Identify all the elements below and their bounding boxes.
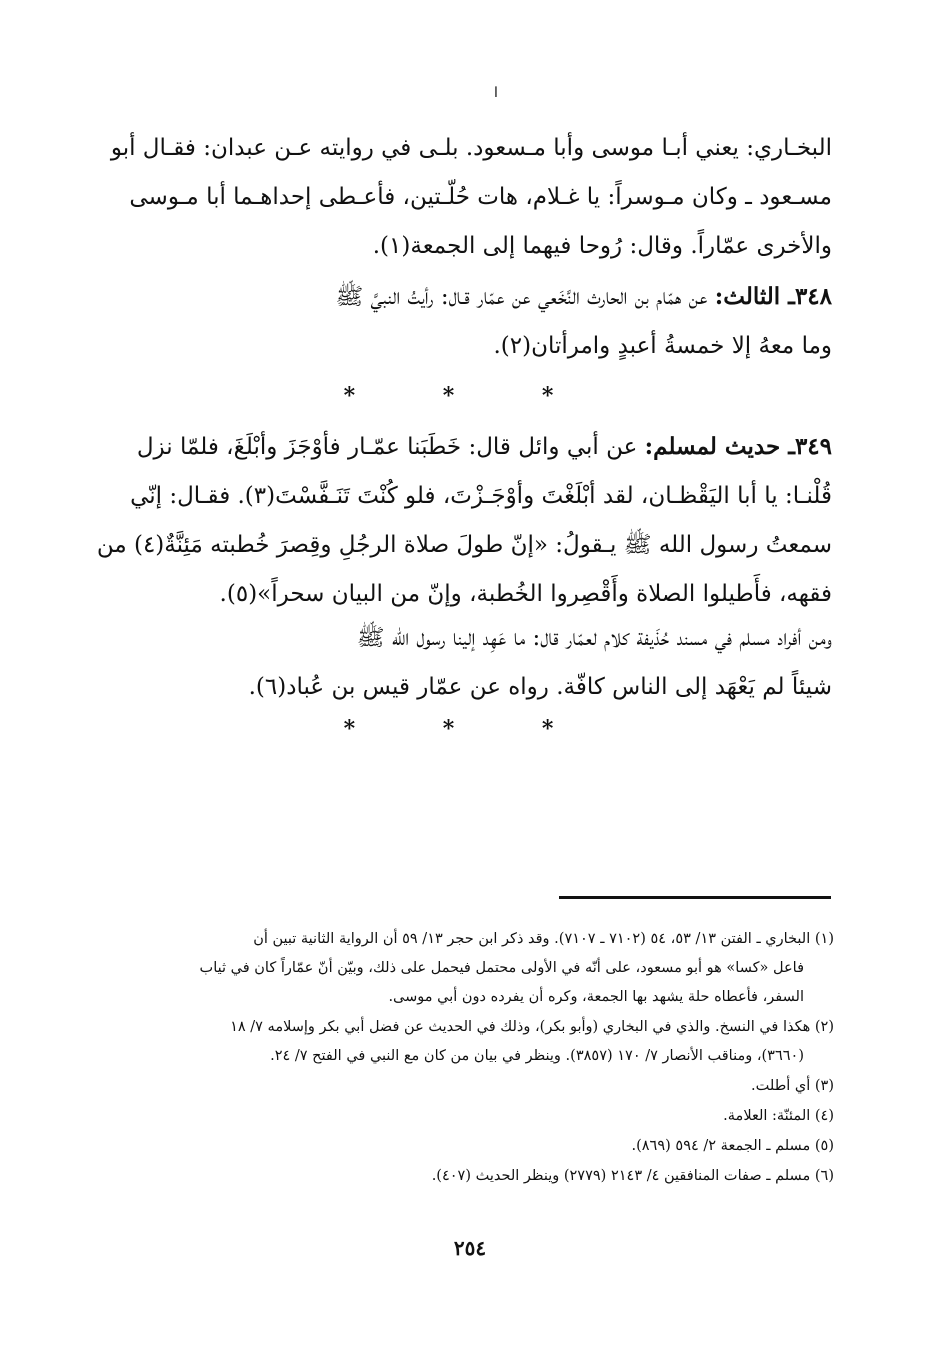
text-line: مسـعود ـ وكان مـوسراً: يا غـلام، هات حُلّـتين، فأعـطى إحداهـما أبا مـوسى bbox=[129, 184, 832, 210]
text-line: وما معهُ إلا خمسةُ أعبدٍ وامرأتان(٢). bbox=[493, 333, 832, 359]
separator-stars: * * * bbox=[343, 383, 594, 409]
paragraph-349 bbox=[80, 422, 832, 619]
footnote-line: (١) البخاري ـ الفتن ١٣/ ٥٣، ٥٤ (٧١٠٢ ـ ٧١٠٧). وقد ذكر ابن حجر ١٣/ ٥٩ أن الرواية الثانية تبين أن bbox=[253, 931, 834, 947]
footnote-line: (٦) مسلم ـ صفات المنافقين ٤/ ٢١٤٣ (٢٧٧٩) وينظر الحديث (٤٠٧). bbox=[431, 1168, 834, 1184]
footnote-line: فاعل «كسا» هو أبو مسعود، على أنّه في الأولى محتمل فيحمل على ذلك، وبيّن أنّ عمّاراً كان في ثياب bbox=[199, 960, 804, 976]
text-line: سمعتُ رسول الله ﷺ يـقولُ: «إنّ طولَ صلاة الرجُلِ وقِصرَ خُطبته مَئِنَّةٌ(٤) من bbox=[96, 532, 832, 558]
footnote-1 bbox=[88, 925, 834, 1012]
footnote-line: السفر، فأعطاه حلة يشهد بها الجمعة، وكره أن يفرده دون أبي موسى. bbox=[388, 989, 804, 1005]
hadith-heading: ـ الثالث: bbox=[714, 283, 795, 310]
paragraph-348 bbox=[80, 272, 832, 371]
text-line: شيئاً لم يَعْهَد إلى الناس كافّة. رواه عن عمّار قيس بن عُباد(٦). bbox=[248, 674, 832, 700]
footnote-3 bbox=[88, 1072, 834, 1101]
text-line bbox=[80, 422, 832, 472]
page-number: ٢٥٤ bbox=[453, 1236, 487, 1260]
text-line bbox=[80, 272, 832, 322]
hadith-number: ٣٤٩ bbox=[794, 433, 832, 460]
text-span: عن همّام بن الحارث النَّخَعي عن عمّار قـال: رأيتُ النبيَّ ﷺ bbox=[335, 284, 708, 310]
top-mark: ا bbox=[494, 85, 498, 101]
separator-stars: * * * bbox=[343, 716, 594, 742]
text-span: عن أبي وائل قال: خَطَبَنا عمّـار فأوْجَزَ وأبْلَغَ، فلمّا نزل bbox=[136, 434, 638, 460]
hadith-heading: ـ حديث لمسلم: bbox=[644, 433, 795, 460]
hadith-number: ٣٤٨ bbox=[794, 283, 832, 310]
paragraph-hudhayfa bbox=[80, 614, 832, 712]
footnote-line: (٥) مسلم ـ الجمعة ٢/ ٥٩٤ (٨٦٩). bbox=[631, 1138, 834, 1154]
text-line: قُلْنـا: يا أبا اليَقْظـان، لقد أبْلَغْتَ وأوْجَـزْتَ، فلو كُنْتَ تَنَـفَّسْتَ(٣). فقـال: إنّي bbox=[130, 483, 832, 509]
footnote-6 bbox=[88, 1162, 834, 1191]
text-line: والأخرى عمّاراً. وقال: رُوحا فيهما إلى الجمعة(١). bbox=[372, 233, 832, 259]
text-line: ومن أفراد مسلم في مسند حُذَيفة كلام لعمّار قال: ما عَهِد إلينا رسول الله ﷺ bbox=[356, 625, 832, 651]
footnotes bbox=[88, 925, 834, 1192]
footnote-line: (٣٦٦٠)، ومناقب الأنصار ٧/ ١٧٠ (٣٨٥٧). وينظر في بيان من كان مع النبي في الفتح ٧/ ٢٤. bbox=[270, 1048, 804, 1064]
footnote-5 bbox=[88, 1132, 834, 1161]
footnote-line: (٢) هكذا في النسخ. والذي في البخاري (وأبو بكر)، وذلك في الحديث عن فضل أبي بكر وإسلامه ٧/ ١٨ bbox=[230, 1019, 834, 1035]
text-line: فقهه، فأَطيلوا الصلاة وأَقْصِروا الخُطبة، وإنّ من البيان سحراً»(٥). bbox=[219, 581, 832, 607]
footnote-divider bbox=[559, 896, 831, 899]
footnote-line: (٤) المئنّة: العلامة. bbox=[723, 1108, 834, 1124]
text-line: البخـاري: يعني أبـا موسى وأبا مـسعود. بلـى في روايته عـن عبدان: فقـال أبو bbox=[110, 135, 832, 161]
paragraph-1 bbox=[80, 124, 832, 271]
footnote-line: (٣) أي أطلت. bbox=[751, 1078, 834, 1094]
footnote-4 bbox=[88, 1102, 834, 1131]
footnote-2 bbox=[88, 1013, 834, 1071]
